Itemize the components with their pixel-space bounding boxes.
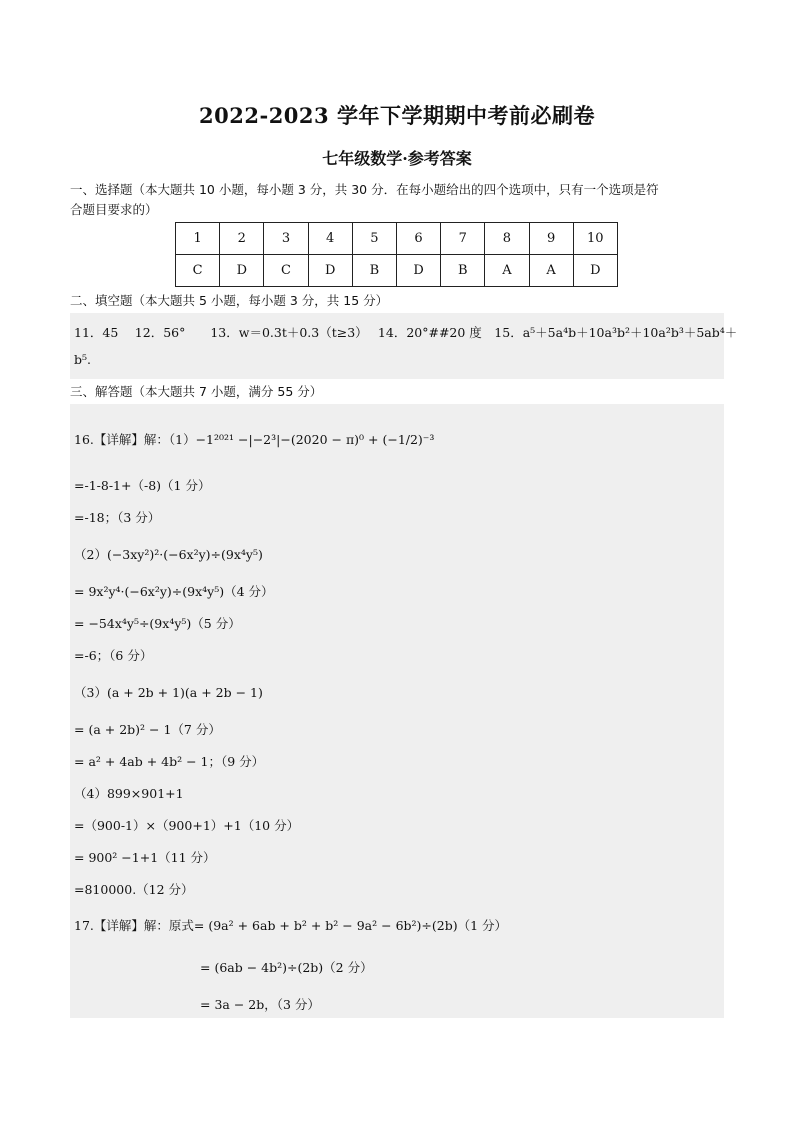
solution-line: （3）(a + 2b + 1)(a + 2b − 1) — [74, 685, 263, 700]
answer-cell: B — [441, 255, 485, 287]
section2-heading: 二、填空题（本大题共 5 小题，每小题 3 分，共 15 分） — [70, 293, 389, 308]
fill-in-answers-line1: 11．45 12．56° 13．w＝0.3t＋0.3（t≥3） 14．20°##20 度 15．a⁵＋5a⁴b＋10a³b²＋10a²b³＋5ab⁴＋ — [74, 325, 738, 340]
solution-line: = 3a − 2b，（3 分） — [200, 997, 320, 1012]
solution-line: （4）899×901+1 — [74, 786, 184, 801]
page-subtitle: 七年级数学·参考答案 — [322, 149, 472, 168]
answer-cell: D — [220, 255, 264, 287]
solution-line: = (6ab − 4b²)÷(2b)（2 分） — [200, 960, 373, 975]
section1-heading-line1: 一、选择题（本大题共 10 小题，每小题 3 分，共 30 分．在每小题给出的四个选项中，只有一个选项是符 — [70, 182, 659, 197]
solution-line: 16.【详解】解：（1）−1²⁰²¹ −|−2³|−(2020 − π)⁰ + (−1/2)⁻³ — [74, 432, 435, 447]
question-number: 10 — [573, 223, 617, 255]
solution-line: =810000.（12 分） — [74, 882, 194, 897]
section3-heading: 三、解答题（本大题共 7 小题，满分 55 分） — [70, 384, 323, 399]
question-number: 4 — [308, 223, 352, 255]
solution-line: = 9x²y⁴·(−6x²y)÷(9x⁴y⁵)（4 分） — [74, 584, 274, 599]
solution-line: =-6；（6 分） — [74, 648, 153, 663]
answer-table-answer-row — [176, 255, 618, 287]
solution-line: 17.【详解】解：原式= (9a² + 6ab + b² + b² − 9a² − 6b²)÷(2b)（1 分） — [74, 918, 508, 933]
solution-line: = 900² −1+1（11 分） — [74, 850, 216, 865]
answer-table-number-row — [176, 223, 618, 255]
solution-line: = −54x⁴y⁵÷(9x⁴y⁵)（5 分） — [74, 616, 241, 631]
solution-line: （2）(−3xy²)²·(−6x²y)÷(9x⁴y⁵) — [74, 547, 263, 562]
answer-cell: B — [352, 255, 396, 287]
answer-table — [175, 222, 618, 287]
answer-cell: D — [573, 255, 617, 287]
question-number: 6 — [396, 223, 440, 255]
solution-line: =-18；（3 分） — [74, 510, 161, 525]
question-number: 7 — [441, 223, 485, 255]
answer-cell: C — [264, 255, 308, 287]
question-number: 3 — [264, 223, 308, 255]
page-title: 2022-2023 学年下学期期中考前必刷卷 — [199, 103, 595, 128]
fill-in-answers-line2: b⁵. — [74, 352, 91, 367]
question-number: 9 — [529, 223, 573, 255]
solution-line: = (a + 2b)² − 1（7 分） — [74, 722, 221, 737]
question-number: 1 — [176, 223, 220, 255]
question-number: 2 — [220, 223, 264, 255]
question-number: 8 — [485, 223, 529, 255]
solution-line: = a² + 4ab + 4b² − 1；（9 分） — [74, 754, 265, 769]
question-number: 5 — [352, 223, 396, 255]
answer-cell: D — [396, 255, 440, 287]
answer-cell: D — [308, 255, 352, 287]
answer-cell: A — [485, 255, 529, 287]
section1-heading — [70, 180, 730, 220]
solution-line: =（900-1）×（900+1）+1（10 分） — [74, 818, 300, 833]
answer-cell: A — [529, 255, 573, 287]
section1-heading-line2: 合题目要求的） — [70, 202, 158, 217]
solution-line: =-1-8-1+（-8)（1 分） — [74, 478, 211, 493]
answer-cell: C — [176, 255, 220, 287]
